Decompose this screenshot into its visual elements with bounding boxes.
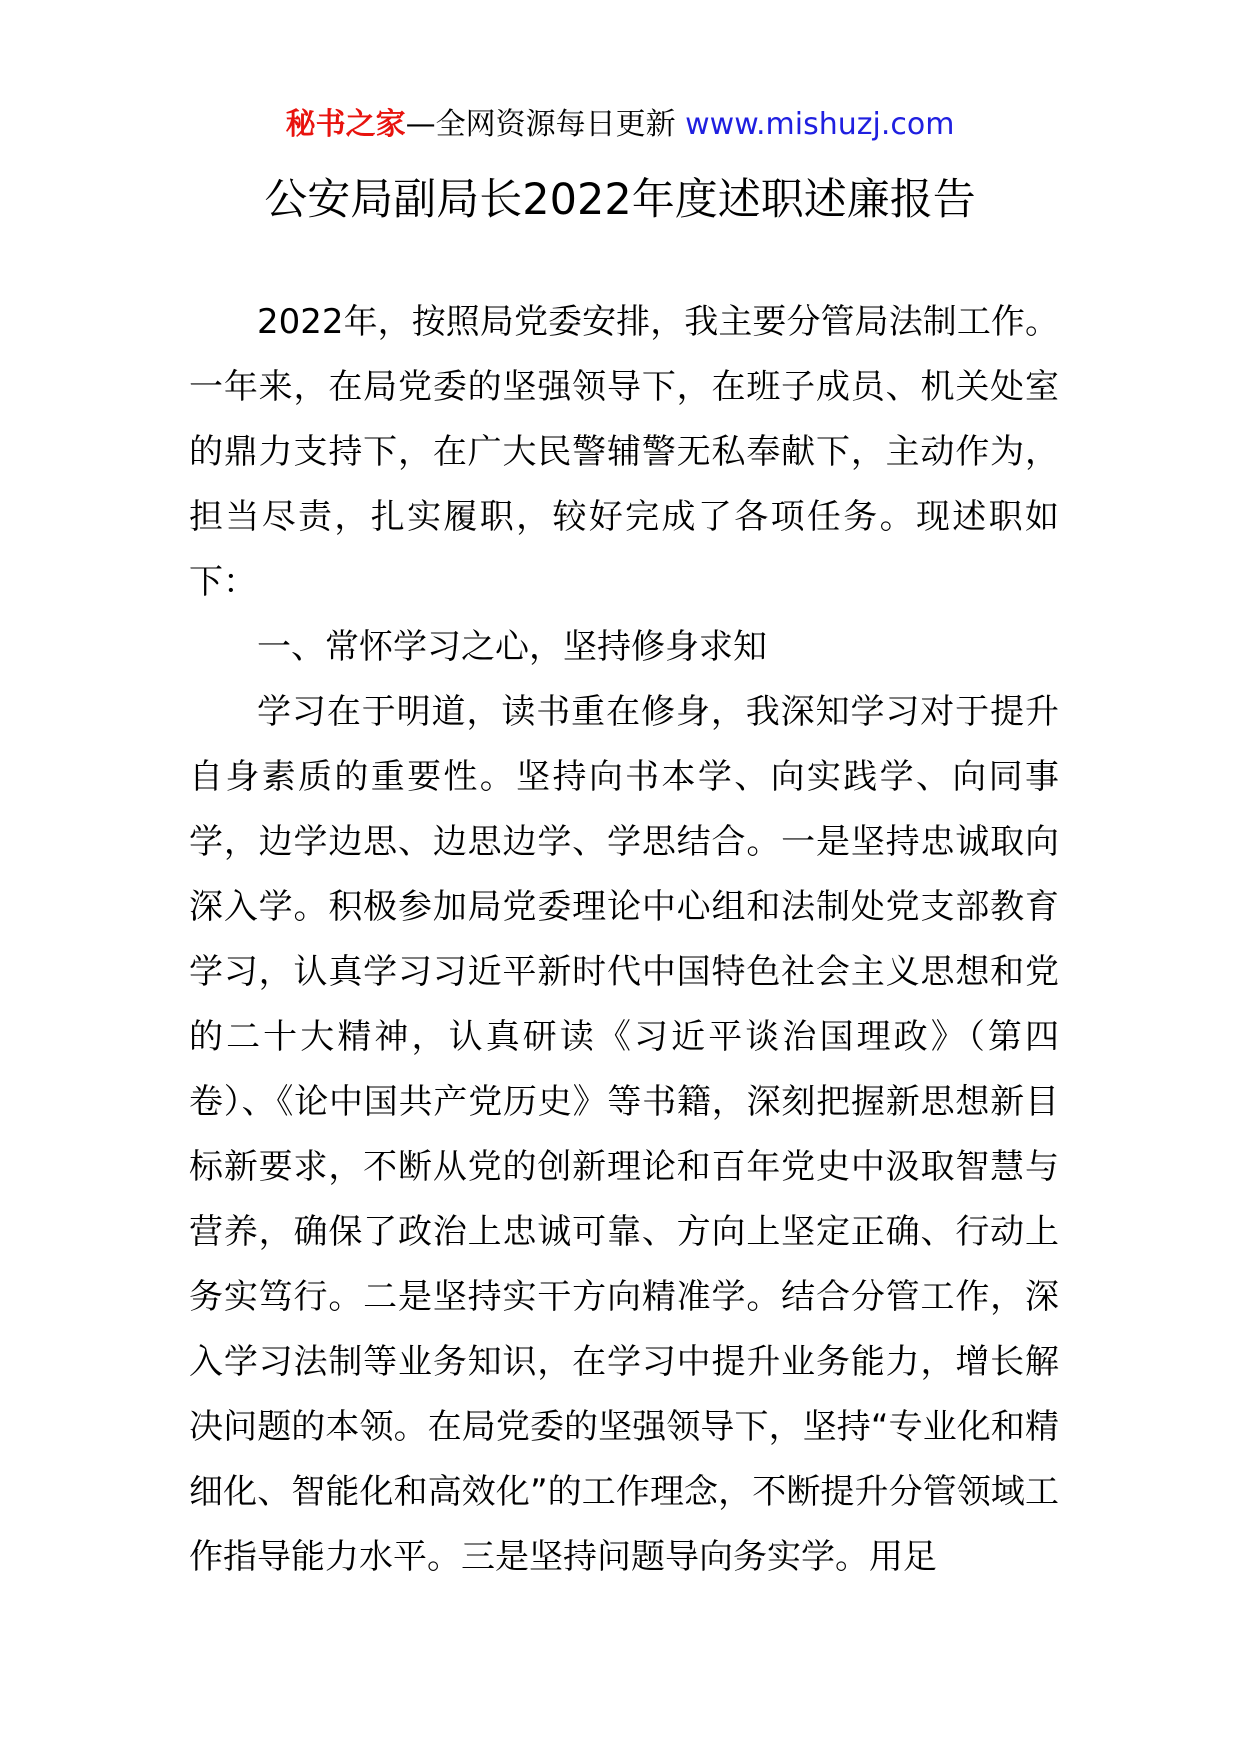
site-tagline: —全网资源每日更新 (405, 107, 676, 142)
site-url-link[interactable]: www.mishuzj.com (685, 107, 955, 142)
section-heading-1: 一、常怀学习之心，坚持修身求知 (257, 627, 767, 667)
site-header (0, 100, 1240, 150)
site-name: 秘书之家 (285, 107, 406, 142)
paragraph-learning: 学习在于明道，读书重在修身，我深知学习对于提升自身素质的重要性。坚持向书本学、向实践学、向同事学，边学边思、边思边学、学思结合。一是坚持忠诚取向深入学。积极参加局党委理论中心组和法制处党支部教育学习，认真学习习近平新时代中国特色社会主义思想和党的二十大精神，认真研读《习近平谈治国理政》（第四卷）、《论中国共产党历史》等书籍，深刻把握新思想新目标新要求，不断从党的创新理论和百年党史中汲取智慧与营养，确保了政治上忠诚可靠、方向上坚定正确、行动上务实笃行。二是坚持实干方向精准学。结合分管工作，深入学习法制等业务知识，在学习中提升业务能力，增长解决问题的本领。在局党委的坚强领导下，坚持“专业化和精细化、智能化和高效化”的工作理念，不断提升分管领域工作指导能力水平。三是坚持问题导向务实学。用足 (189, 692, 1059, 1577)
document-title: 公安局副局长2022年度述职述廉报告 (264, 175, 976, 225)
document-body (189, 290, 1059, 1590)
paragraph-intro: 2022年，按照局党委安排，我主要分管局法制工作。一年来，在局党委的坚强领导下，在班子成员、机关处室的鼎力支持下，在广大民警辅警无私奉献下，主动作为，担当尽责，扎实履职，较好完成了各项任务。现述职如下： (189, 302, 1059, 602)
